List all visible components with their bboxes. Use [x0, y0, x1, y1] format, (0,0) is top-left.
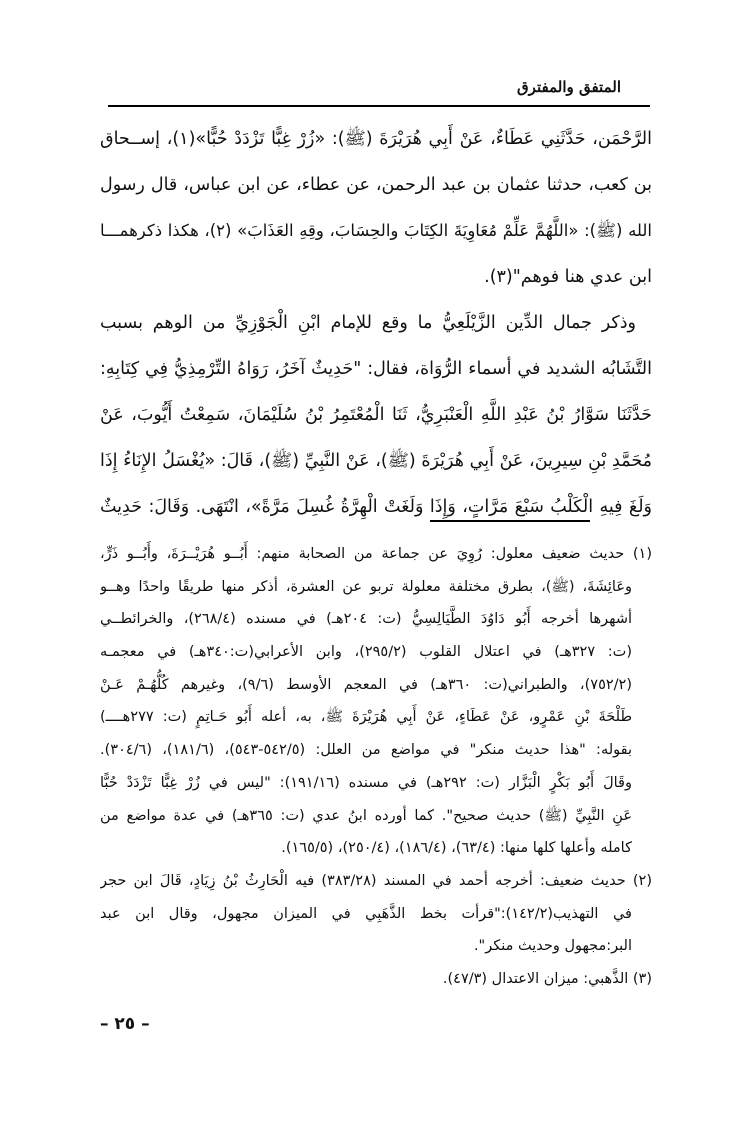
text-line: حَدَّثَنَا سَوَّارُ بْنُ عَبْدِ اللَّهِ الْعَنْبَرِيُّ، ثَنَا الْمُعْتَمِرُ بْنُ سُلَيْمَانَ، سَمِعْتُ أَيُّوبَ، عَنْ	[100, 405, 652, 425]
footnote-line: وعَائِشَةَ، (ﷺ)، بطرق مختلفة معلولة تربو عن العشرة، أذكر منها طريقًا واحدًا وهــو	[100, 578, 632, 595]
main-text	[100, 116, 652, 530]
footnote-line: (٣) الذَّهبي: ميزان الاعتدال (٤٧/٣).	[442, 970, 652, 987]
footnote-line: (٧٥٢/٢)، والطبراني(ت: ٣٦٠هـ) في المعجم الأوسط (٩/٦)، وغيرهم كُلُّهُـمْ عَـنْ	[100, 676, 632, 693]
footnote-line: (٢) حديث ضعيف: أخرجه أحمد في المسند (٣٨٣/٢٨) فيه الْحَارِثُ بْنُ زِيَادٍ، قَالَ ابن حجر	[100, 872, 652, 889]
text-line: الرَّحْمَن، حَدَّثَنِي عَطَاءٌ، عَنْ أَبِي هُرَيْرَةَ (ﷺ): «زُرْ غِبًّا تَزْدَدْ حُبًّا»(١)، إســحاق	[100, 129, 652, 149]
footnotes	[100, 538, 652, 996]
footnote-line: أشهرها أخرجه أَبُو دَاوُدَ الطَّيَالِسِيُّ (ت: ٢٠٤هـ) في مسنده (٢٦٨/٤)، والخرائطــي	[100, 611, 633, 628]
footnote-line: (ت: ٣٢٧هـ) في اعتلال القلوب (٢٩٥/٢)، وابن الأعرابي(ت:٣٤٠هـ) في معجمـه	[100, 644, 632, 661]
page-number: – ٢٥ –	[100, 1014, 150, 1034]
text-line: وَلَغَ فِيهِ الْكَلْبُ سَبْعَ مَرَّاتٍ، وَإِذَا وَلَغَتْ الْهِرَّةُ غُسِلَ مَرَّةً»، انْتَهَى. وَقَالَ: حَدِيثٌ	[100, 497, 652, 517]
text-line: التَّشَابُه الشديد في أسماء الرُّوَاة، فقال: "حَدِيثٌ آخَرُ، رَوَاهُ التِّرْمِذِيُّ فِي كِتَابِهِ:	[100, 359, 652, 379]
text-line: الله (ﷺ): «اللَّهُمَّ عَلِّمْ مُعَاوِيَةَ الكِتَابَ والحِسَابَ، وقِهِ العَذَابَ» (٢)، هكذا ذكرهمـــا	[100, 221, 652, 240]
footnote-line: (١) حديث ضعيف معلول: رُوِيَ عن جماعة من الصحابة منهم: أَبُــو هُرَيْــرَةَ، وأَبُــو ذَرٍّ،	[100, 546, 652, 562]
text-line: بن كعب، حدثنا عثمان بن عبد الرحمن، عن عطاء، عن ابن عباس، قال رسول	[100, 175, 652, 195]
text-line: ابن عدي هنا فوهم"(٣).	[484, 267, 652, 287]
footnote-line: في التهذيب(١٤٢/٢):"قرأت بخط الذَّهَبِي في الميزان مجهول، وقال ابن عبد	[100, 905, 632, 922]
running-head: المتفق والمفترق	[517, 78, 621, 96]
footnote-line: بقوله: "هذا حديث منكر" في مواضع من العلل: (٥٤٢/٥-٥٤٣)، (١٨١/٦)، (٣٠٤/٦).	[100, 742, 632, 759]
text-line: وذكر جمال الدِّين الزَّيْلَعِيُّ ما وقع للإمام ابْنِ الْجَوْزِيِّ من الوهم بسبب	[100, 313, 636, 333]
footnote-line: طَلْحَةَ بْنِ عَمْرٍو، عَنْ عَطَاءٍ، عَنْ أَبِي هُرَيْرَةَ ﷺ، به، أعله أَبُو حَـاتِمٍ (ت: ٢٧٧هــــ)	[100, 709, 632, 726]
footnote-line: كامله وأعلها كلها منها: (٦٣/٤)، (١٨٦/٤)، (٢٥٠/٤)، (١٦٥/٥).	[281, 840, 632, 857]
footnote-line: عَنِ النَّبِيِّ (ﷺ) حديث صحيح". كما أورده ابنُ عدي (ت: ٣٦٥هـ) في عدة مواضع من	[100, 807, 632, 824]
header-rule	[108, 105, 650, 107]
text-line: مُحَمَّدِ بْنِ سِيرِينَ، عَنْ أَبِي هُرَيْرَةَ (ﷺ)، عَنْ النَّبِيِّ (ﷺ)، قَالَ: «يُغْسَلُ الإِنَاءُ إِذَا	[100, 451, 652, 471]
footnote-line: وقَالَ أَبُو بَكْرٍ الْبَزَّار (ت: ٢٩٢هـ) في مسنده (١٩١/١٦): "ليس في زُرْ غِبًّا تَزْدَدْ حُبًّا	[100, 774, 632, 791]
footnote-separator	[430, 520, 590, 522]
footnote-line: البر:مجهول وحديث منكر".	[473, 938, 632, 955]
